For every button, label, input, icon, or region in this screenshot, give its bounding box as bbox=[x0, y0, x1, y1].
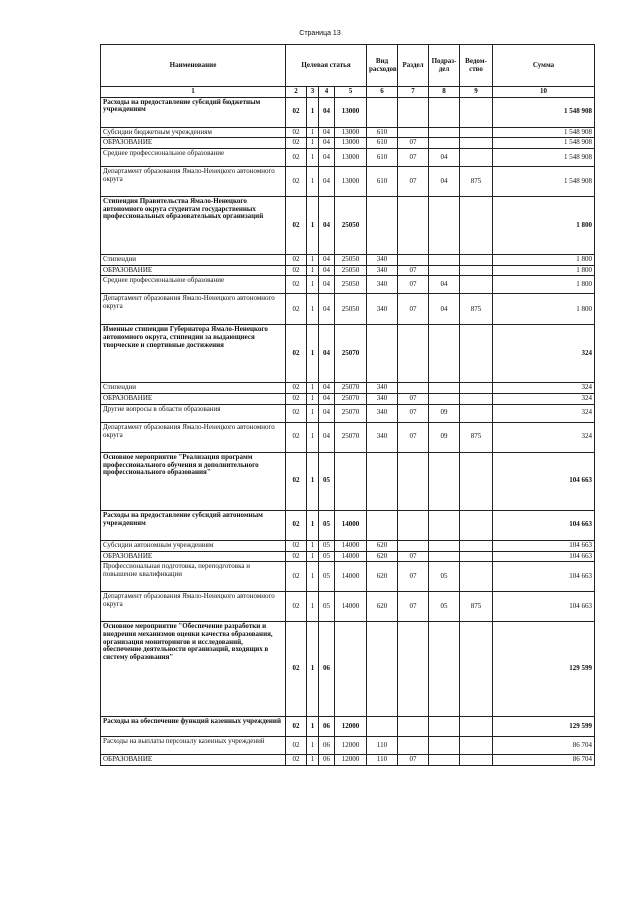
section-cell bbox=[398, 325, 429, 383]
target-direction-cell: 13000 bbox=[335, 149, 367, 167]
table-row bbox=[101, 717, 595, 737]
table-row bbox=[101, 265, 595, 276]
target-program-cell: 02 bbox=[286, 197, 307, 255]
amount-cell: 1 800 bbox=[493, 294, 595, 325]
target-activity-cell: 05 bbox=[319, 540, 335, 551]
department-cell bbox=[460, 383, 493, 394]
subsection-cell bbox=[429, 383, 460, 394]
header-section: Раздел bbox=[398, 45, 429, 87]
expense-type-cell: 340 bbox=[367, 383, 398, 394]
subsection-cell: 04 bbox=[429, 167, 460, 197]
target-program-cell: 02 bbox=[286, 265, 307, 276]
subsection-cell: 04 bbox=[429, 276, 460, 294]
header-amount: Сумма bbox=[493, 45, 595, 87]
department-cell bbox=[460, 540, 493, 551]
subsection-cell bbox=[429, 755, 460, 766]
target-program-cell: 02 bbox=[286, 127, 307, 138]
subsection-cell bbox=[429, 551, 460, 562]
section-cell bbox=[398, 452, 429, 510]
header-target-article: Целевая статья bbox=[286, 45, 367, 87]
target-activity-cell: 04 bbox=[319, 394, 335, 405]
target-subprogram-cell: 1 bbox=[307, 737, 319, 755]
table-row bbox=[101, 127, 595, 138]
target-subprogram-cell: 1 bbox=[307, 276, 319, 294]
column-number: 9 bbox=[460, 87, 493, 98]
expense-type-cell: 340 bbox=[367, 265, 398, 276]
section-cell bbox=[398, 510, 429, 540]
target-activity-cell: 05 bbox=[319, 562, 335, 592]
target-activity-cell: 04 bbox=[319, 404, 335, 422]
target-direction-cell: 14000 bbox=[335, 540, 367, 551]
target-subprogram-cell: 1 bbox=[307, 717, 319, 737]
target-program-cell: 02 bbox=[286, 394, 307, 405]
department-cell: 875 bbox=[460, 167, 493, 197]
row-name-cell: ОБРАЗОВАНИЕ bbox=[101, 755, 286, 766]
target-activity-cell: 04 bbox=[319, 325, 335, 383]
subsection-cell bbox=[429, 394, 460, 405]
department-cell: 875 bbox=[460, 592, 493, 622]
subsection-cell bbox=[429, 737, 460, 755]
expense-type-cell: 620 bbox=[367, 540, 398, 551]
target-activity-cell: 05 bbox=[319, 452, 335, 510]
target-direction-cell: 25070 bbox=[335, 383, 367, 394]
department-cell: 875 bbox=[460, 294, 493, 325]
subsection-cell bbox=[429, 325, 460, 383]
row-name-cell: Субсидии автономным учреждениям bbox=[101, 540, 286, 551]
target-subprogram-cell: 1 bbox=[307, 383, 319, 394]
subsection-cell: 09 bbox=[429, 422, 460, 452]
target-activity-cell: 04 bbox=[319, 255, 335, 266]
target-activity-cell: 05 bbox=[319, 510, 335, 540]
table-row bbox=[101, 197, 595, 255]
target-direction-cell: 14000 bbox=[335, 592, 367, 622]
column-number: 10 bbox=[493, 87, 595, 98]
expense-type-cell: 340 bbox=[367, 404, 398, 422]
table-row bbox=[101, 294, 595, 325]
target-activity-cell: 05 bbox=[319, 592, 335, 622]
column-number: 4 bbox=[319, 87, 335, 98]
section-cell: 07 bbox=[398, 755, 429, 766]
row-name-cell: Стипендии bbox=[101, 255, 286, 266]
target-activity-cell: 04 bbox=[319, 422, 335, 452]
department-cell bbox=[460, 737, 493, 755]
expense-type-cell bbox=[367, 452, 398, 510]
target-program-cell: 02 bbox=[286, 551, 307, 562]
table-row bbox=[101, 755, 595, 766]
column-number: 3 bbox=[307, 87, 319, 98]
section-cell bbox=[398, 540, 429, 551]
row-name-cell: Департамент образования Ямало-Ненецкого автономного округа bbox=[101, 294, 286, 325]
table-row bbox=[101, 540, 595, 551]
target-subprogram-cell: 1 bbox=[307, 422, 319, 452]
amount-cell: 1 800 bbox=[493, 276, 595, 294]
section-cell bbox=[398, 127, 429, 138]
target-activity-cell: 06 bbox=[319, 717, 335, 737]
amount-cell: 1 800 bbox=[493, 265, 595, 276]
amount-cell: 104 663 bbox=[493, 540, 595, 551]
target-direction-cell bbox=[335, 452, 367, 510]
row-name-cell: Среднее профессиональное образование bbox=[101, 149, 286, 167]
amount-cell: 324 bbox=[493, 404, 595, 422]
row-name-cell: Стипендия Правительства Ямало-Ненецкого автономного округа студентам государственных профессиональных образовательных организаций bbox=[101, 197, 286, 255]
target-program-cell: 02 bbox=[286, 97, 307, 127]
target-subprogram-cell: 1 bbox=[307, 394, 319, 405]
amount-cell: 324 bbox=[493, 383, 595, 394]
target-subprogram-cell: 1 bbox=[307, 325, 319, 383]
target-activity-cell: 04 bbox=[319, 265, 335, 276]
row-name-cell: Профессиональная подготовка, переподготовка и повышение квалификации bbox=[101, 562, 286, 592]
department-cell bbox=[460, 197, 493, 255]
target-program-cell: 02 bbox=[286, 404, 307, 422]
target-program-cell: 02 bbox=[286, 452, 307, 510]
amount-cell: 1 548 908 bbox=[493, 149, 595, 167]
row-name-cell: Именные стипендии Губернатора Ямало-Ненецкого автономного округа, стипендии за выдающиеся творческие и спортивные достижения bbox=[101, 325, 286, 383]
amount-cell: 1 548 908 bbox=[493, 97, 595, 127]
section-cell: 07 bbox=[398, 551, 429, 562]
target-activity-cell: 04 bbox=[319, 167, 335, 197]
subsection-cell bbox=[429, 510, 460, 540]
target-program-cell: 02 bbox=[286, 255, 307, 266]
expense-type-cell: 340 bbox=[367, 294, 398, 325]
target-program-cell: 02 bbox=[286, 622, 307, 717]
target-subprogram-cell: 1 bbox=[307, 540, 319, 551]
table-row bbox=[101, 737, 595, 755]
department-cell bbox=[460, 562, 493, 592]
section-cell: 07 bbox=[398, 394, 429, 405]
target-direction-cell: 12000 bbox=[335, 717, 367, 737]
target-direction-cell: 13000 bbox=[335, 138, 367, 149]
amount-cell: 104 663 bbox=[493, 551, 595, 562]
department-cell: 875 bbox=[460, 422, 493, 452]
target-subprogram-cell: 1 bbox=[307, 562, 319, 592]
row-name-cell: ОБРАЗОВАНИЕ bbox=[101, 394, 286, 405]
target-program-cell: 02 bbox=[286, 325, 307, 383]
expense-type-cell bbox=[367, 510, 398, 540]
column-number: 6 bbox=[367, 87, 398, 98]
target-program-cell: 02 bbox=[286, 737, 307, 755]
subsection-cell bbox=[429, 265, 460, 276]
header-department: Ведом-ство bbox=[460, 45, 493, 87]
header-name: Наименование bbox=[101, 45, 286, 87]
target-program-cell: 02 bbox=[286, 422, 307, 452]
target-program-cell: 02 bbox=[286, 717, 307, 737]
column-number: 1 bbox=[101, 87, 286, 98]
target-program-cell: 02 bbox=[286, 562, 307, 592]
target-activity-cell: 04 bbox=[319, 138, 335, 149]
column-number: 7 bbox=[398, 87, 429, 98]
table-row bbox=[101, 622, 595, 717]
target-subprogram-cell: 1 bbox=[307, 404, 319, 422]
target-direction-cell: 25050 bbox=[335, 294, 367, 325]
target-activity-cell: 06 bbox=[319, 622, 335, 717]
amount-cell: 129 599 bbox=[493, 717, 595, 737]
target-direction-cell: 13000 bbox=[335, 127, 367, 138]
row-name-cell: ОБРАЗОВАНИЕ bbox=[101, 265, 286, 276]
expense-type-cell: 620 bbox=[367, 562, 398, 592]
subsection-cell bbox=[429, 622, 460, 717]
amount-cell: 86 704 bbox=[493, 755, 595, 766]
row-name-cell: Другие вопросы в области образования bbox=[101, 404, 286, 422]
expense-type-cell: 610 bbox=[367, 138, 398, 149]
expense-type-cell bbox=[367, 717, 398, 737]
amount-cell: 324 bbox=[493, 422, 595, 452]
header-expense-type: Вид расходов bbox=[367, 45, 398, 87]
subsection-cell bbox=[429, 255, 460, 266]
target-direction-cell: 14000 bbox=[335, 551, 367, 562]
target-subprogram-cell: 1 bbox=[307, 294, 319, 325]
target-direction-cell: 25070 bbox=[335, 325, 367, 383]
target-activity-cell: 06 bbox=[319, 755, 335, 766]
target-subprogram-cell: 1 bbox=[307, 755, 319, 766]
section-cell: 07 bbox=[398, 562, 429, 592]
target-direction-cell: 13000 bbox=[335, 167, 367, 197]
expense-type-cell: 340 bbox=[367, 422, 398, 452]
amount-cell: 324 bbox=[493, 394, 595, 405]
target-direction-cell: 25070 bbox=[335, 394, 367, 405]
row-name-cell: Основное мероприятие "Обеспечение разработки и внедрения механизмов оценки качества образования, организация мониторингов и исследований, обеспечение деятельности организаций, входящих в систему образования" bbox=[101, 622, 286, 717]
expense-type-cell: 620 bbox=[367, 592, 398, 622]
section-cell: 07 bbox=[398, 422, 429, 452]
table-row bbox=[101, 149, 595, 167]
table-row bbox=[101, 97, 595, 127]
target-subprogram-cell: 1 bbox=[307, 149, 319, 167]
target-direction-cell: 14000 bbox=[335, 510, 367, 540]
amount-cell: 324 bbox=[493, 325, 595, 383]
target-direction-cell: 13000 bbox=[335, 97, 367, 127]
subsection-cell: 09 bbox=[429, 404, 460, 422]
target-subprogram-cell: 1 bbox=[307, 452, 319, 510]
row-name-cell: Департамент образования Ямало-Ненецкого автономного округа bbox=[101, 592, 286, 622]
expense-type-cell: 340 bbox=[367, 276, 398, 294]
section-cell bbox=[398, 197, 429, 255]
department-cell bbox=[460, 127, 493, 138]
section-cell: 07 bbox=[398, 404, 429, 422]
table-row bbox=[101, 138, 595, 149]
section-cell: 07 bbox=[398, 592, 429, 622]
target-activity-cell: 04 bbox=[319, 197, 335, 255]
table-row bbox=[101, 510, 595, 540]
table-row bbox=[101, 452, 595, 510]
department-cell bbox=[460, 138, 493, 149]
row-name-cell: Субсидии бюджетным учреждениям bbox=[101, 127, 286, 138]
target-subprogram-cell: 1 bbox=[307, 265, 319, 276]
amount-cell: 129 599 bbox=[493, 622, 595, 717]
expense-type-cell: 110 bbox=[367, 737, 398, 755]
target-program-cell: 02 bbox=[286, 294, 307, 325]
section-cell bbox=[398, 383, 429, 394]
expense-type-cell: 610 bbox=[367, 127, 398, 138]
row-name-cell: Расходы на предоставление субсидий автономным учреждениям bbox=[101, 510, 286, 540]
subsection-cell bbox=[429, 138, 460, 149]
row-name-cell: Расходы на предоставление субсидий бюджетным учреждениям bbox=[101, 97, 286, 127]
table-row bbox=[101, 276, 595, 294]
section-cell: 07 bbox=[398, 138, 429, 149]
target-subprogram-cell: 1 bbox=[307, 167, 319, 197]
target-activity-cell: 04 bbox=[319, 127, 335, 138]
target-program-cell: 02 bbox=[286, 138, 307, 149]
amount-cell: 1 800 bbox=[493, 197, 595, 255]
target-activity-cell: 06 bbox=[319, 737, 335, 755]
section-cell: 07 bbox=[398, 265, 429, 276]
expense-type-cell bbox=[367, 622, 398, 717]
department-cell bbox=[460, 717, 493, 737]
expense-type-cell bbox=[367, 197, 398, 255]
table-row bbox=[101, 551, 595, 562]
target-direction-cell: 12000 bbox=[335, 755, 367, 766]
amount-cell: 1 548 908 bbox=[493, 138, 595, 149]
expense-type-cell: 610 bbox=[367, 167, 398, 197]
department-cell bbox=[460, 755, 493, 766]
subsection-cell: 04 bbox=[429, 294, 460, 325]
section-cell: 07 bbox=[398, 276, 429, 294]
department-cell bbox=[460, 255, 493, 266]
target-direction-cell: 25050 bbox=[335, 265, 367, 276]
budget-table bbox=[100, 44, 595, 766]
table-row bbox=[101, 255, 595, 266]
department-cell bbox=[460, 394, 493, 405]
table-row bbox=[101, 325, 595, 383]
target-direction-cell: 25070 bbox=[335, 422, 367, 452]
amount-cell: 104 663 bbox=[493, 452, 595, 510]
section-cell bbox=[398, 97, 429, 127]
target-program-cell: 02 bbox=[286, 592, 307, 622]
budget-rows bbox=[101, 97, 595, 765]
row-name-cell: Расходы на обеспечение функций казенных учреждений bbox=[101, 717, 286, 737]
target-program-cell: 02 bbox=[286, 383, 307, 394]
expense-type-cell: 340 bbox=[367, 255, 398, 266]
department-cell bbox=[460, 404, 493, 422]
section-cell: 07 bbox=[398, 149, 429, 167]
target-subprogram-cell: 1 bbox=[307, 622, 319, 717]
section-cell: 07 bbox=[398, 167, 429, 197]
subsection-cell bbox=[429, 97, 460, 127]
expense-type-cell: 110 bbox=[367, 755, 398, 766]
subsection-cell: 05 bbox=[429, 562, 460, 592]
department-cell bbox=[460, 325, 493, 383]
amount-cell: 86 704 bbox=[493, 737, 595, 755]
target-activity-cell: 04 bbox=[319, 383, 335, 394]
subsection-cell bbox=[429, 127, 460, 138]
expense-type-cell: 610 bbox=[367, 149, 398, 167]
target-program-cell: 02 bbox=[286, 755, 307, 766]
target-activity-cell: 05 bbox=[319, 551, 335, 562]
target-program-cell: 02 bbox=[286, 276, 307, 294]
amount-cell: 104 663 bbox=[493, 510, 595, 540]
department-cell bbox=[460, 622, 493, 717]
section-cell: 07 bbox=[398, 294, 429, 325]
row-name-cell: ОБРАЗОВАНИЕ bbox=[101, 551, 286, 562]
row-name-cell: Среднее профессиональное образование bbox=[101, 276, 286, 294]
target-direction-cell: 14000 bbox=[335, 562, 367, 592]
target-direction-cell: 25070 bbox=[335, 404, 367, 422]
expense-type-cell bbox=[367, 325, 398, 383]
target-direction-cell bbox=[335, 622, 367, 717]
target-program-cell: 02 bbox=[286, 540, 307, 551]
row-name-cell: Стипендии bbox=[101, 383, 286, 394]
expense-type-cell: 340 bbox=[367, 394, 398, 405]
column-number: 5 bbox=[335, 87, 367, 98]
row-name-cell: ОБРАЗОВАНИЕ bbox=[101, 138, 286, 149]
table-row bbox=[101, 592, 595, 622]
subsection-cell: 04 bbox=[429, 149, 460, 167]
target-subprogram-cell: 1 bbox=[307, 592, 319, 622]
table-row bbox=[101, 167, 595, 197]
page-number: Страница 13 bbox=[299, 30, 341, 37]
table-row bbox=[101, 562, 595, 592]
target-direction-cell: 25050 bbox=[335, 197, 367, 255]
target-activity-cell: 04 bbox=[319, 149, 335, 167]
section-cell bbox=[398, 255, 429, 266]
subsection-cell bbox=[429, 452, 460, 510]
subsection-cell bbox=[429, 197, 460, 255]
section-cell bbox=[398, 622, 429, 717]
department-cell bbox=[460, 149, 493, 167]
row-name-cell: Департамент образования Ямало-Ненецкого автономного округа bbox=[101, 167, 286, 197]
section-cell bbox=[398, 737, 429, 755]
target-program-cell: 02 bbox=[286, 149, 307, 167]
target-subprogram-cell: 1 bbox=[307, 138, 319, 149]
department-cell bbox=[460, 510, 493, 540]
target-subprogram-cell: 1 bbox=[307, 97, 319, 127]
target-activity-cell: 04 bbox=[319, 294, 335, 325]
header-row bbox=[101, 45, 595, 87]
target-activity-cell: 04 bbox=[319, 276, 335, 294]
target-subprogram-cell: 1 bbox=[307, 510, 319, 540]
column-number: 8 bbox=[429, 87, 460, 98]
table-row bbox=[101, 394, 595, 405]
target-subprogram-cell: 1 bbox=[307, 551, 319, 562]
row-name-cell: Расходы на выплаты персоналу казенных учреждений bbox=[101, 737, 286, 755]
amount-cell: 104 663 bbox=[493, 562, 595, 592]
column-number-row bbox=[101, 87, 595, 98]
amount-cell: 104 663 bbox=[493, 592, 595, 622]
amount-cell: 1 548 908 bbox=[493, 167, 595, 197]
subsection-cell bbox=[429, 540, 460, 551]
amount-cell: 1 800 bbox=[493, 255, 595, 266]
expense-type-cell bbox=[367, 97, 398, 127]
row-name-cell: Департамент образования Ямало-Ненецкого автономного округа bbox=[101, 422, 286, 452]
target-activity-cell: 04 bbox=[319, 97, 335, 127]
target-direction-cell: 25050 bbox=[335, 255, 367, 266]
expense-type-cell: 620 bbox=[367, 551, 398, 562]
table-row bbox=[101, 422, 595, 452]
department-cell bbox=[460, 452, 493, 510]
target-subprogram-cell: 1 bbox=[307, 255, 319, 266]
table-row bbox=[101, 404, 595, 422]
subsection-cell: 05 bbox=[429, 592, 460, 622]
target-direction-cell: 12000 bbox=[335, 737, 367, 755]
row-name-cell: Основное мероприятие "Реализация программ профессионального обучения и дополнительного профессионального образования" bbox=[101, 452, 286, 510]
header-subsection: Подраз-дел bbox=[429, 45, 460, 87]
table-row bbox=[101, 383, 595, 394]
department-cell bbox=[460, 551, 493, 562]
department-cell bbox=[460, 265, 493, 276]
target-direction-cell: 25050 bbox=[335, 276, 367, 294]
department-cell bbox=[460, 97, 493, 127]
section-cell bbox=[398, 717, 429, 737]
column-number: 2 bbox=[286, 87, 307, 98]
amount-cell: 1 548 908 bbox=[493, 127, 595, 138]
target-program-cell: 02 bbox=[286, 510, 307, 540]
department-cell bbox=[460, 276, 493, 294]
target-program-cell: 02 bbox=[286, 167, 307, 197]
subsection-cell bbox=[429, 717, 460, 737]
target-subprogram-cell: 1 bbox=[307, 127, 319, 138]
target-subprogram-cell: 1 bbox=[307, 197, 319, 255]
